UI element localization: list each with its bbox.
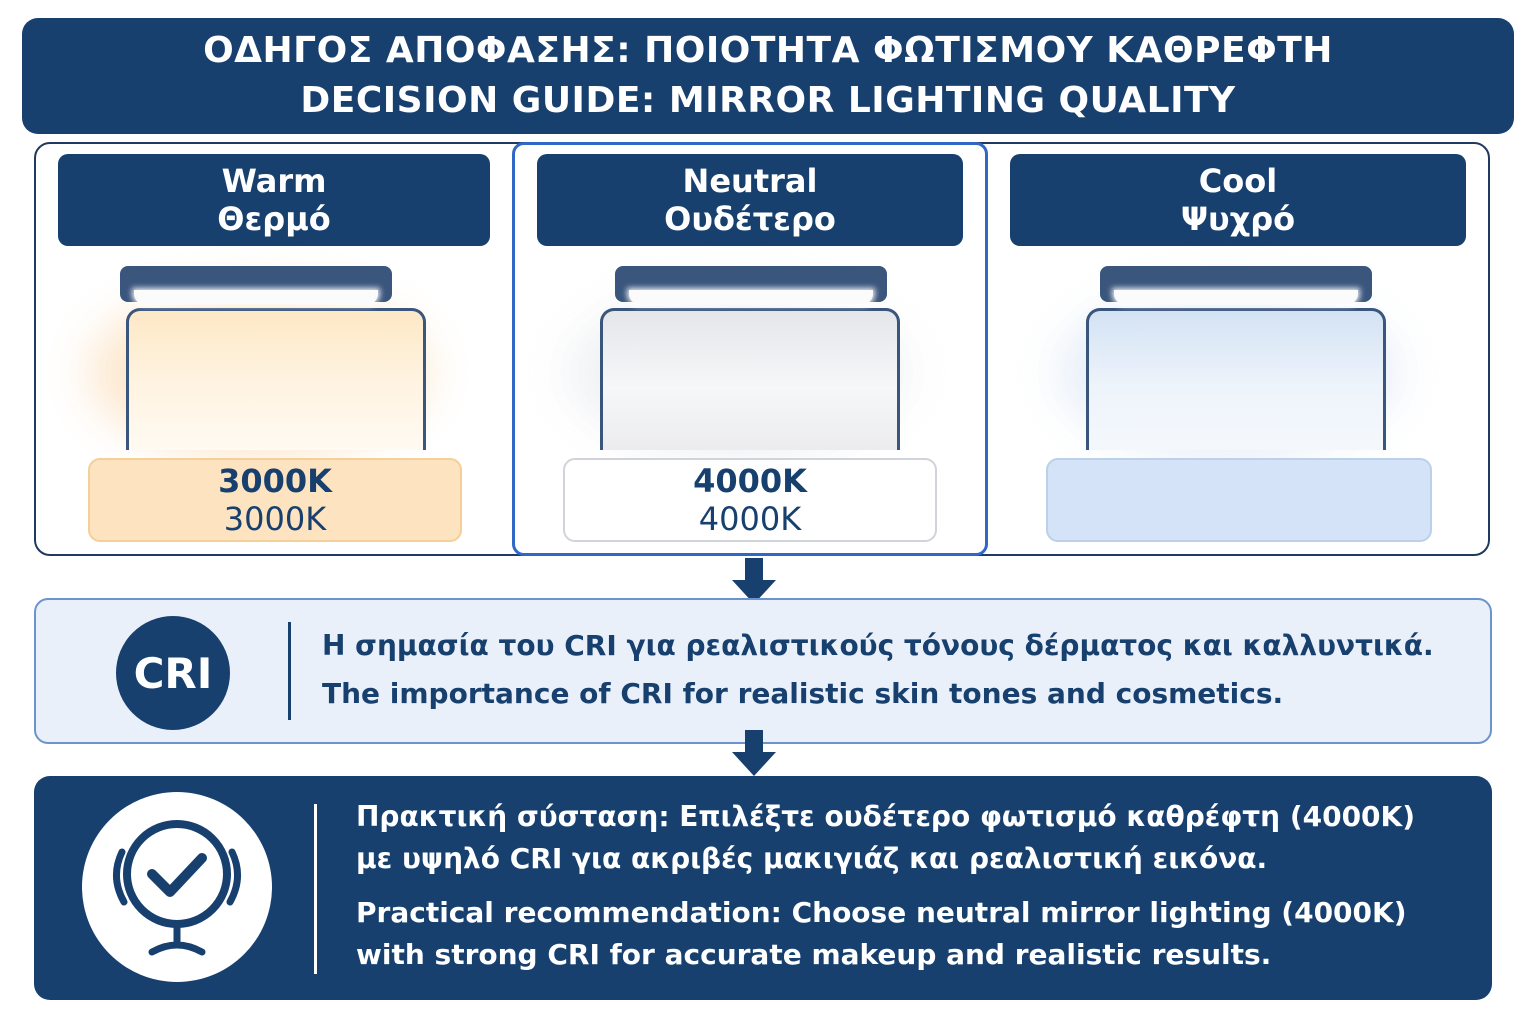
title-english: DECISION GUIDE: MIRROR LIGHTING QUALITY bbox=[300, 80, 1236, 121]
recommendation-divider bbox=[314, 804, 317, 974]
cri-text-greek: Η σημασία του CRI για ρεαλιστικούς τόνους δέρματος και καλλυντικά. bbox=[322, 629, 1434, 662]
title-banner bbox=[22, 18, 1514, 134]
option-cool-label-gr: Ψυχρό bbox=[1180, 200, 1296, 238]
neutral-temperature-box bbox=[563, 458, 937, 542]
option-warm-label-en: Warm bbox=[221, 162, 327, 200]
option-cool-header bbox=[1010, 154, 1466, 246]
recommendation-english bbox=[356, 892, 1466, 976]
cri-badge: CRI bbox=[116, 616, 230, 730]
recommendation-greek-line2: με υψηλό CRI για ακριβές μακιγιάζ και ρεαλιστική εικόνα. bbox=[356, 842, 1268, 875]
cri-text bbox=[322, 622, 1462, 718]
warm-temp-line2: 3000K bbox=[223, 500, 327, 538]
recommendation-english-line1: Practical recommendation: Choose neutral mirror lighting (4000K) bbox=[356, 896, 1407, 929]
neutral-mirror bbox=[600, 308, 900, 450]
neutral-temp-line1: 4000K bbox=[693, 462, 807, 500]
warm-mirror bbox=[126, 308, 426, 450]
neutral-temp-line2: 4000K bbox=[698, 500, 802, 538]
cool-temperature-box bbox=[1046, 458, 1432, 542]
cool-lamp bbox=[1100, 266, 1372, 302]
option-cool bbox=[992, 142, 1488, 556]
title-greek: ΟΔΗΓΟΣ ΑΠΟΦΑΣΗΣ: ΠΟΙΟΤΗΤΑ ΦΩΤΙΣΜΟΥ ΚΑΘΡΕΦΤΗ bbox=[203, 30, 1333, 71]
neutral-lamp bbox=[615, 266, 887, 302]
option-neutral bbox=[512, 142, 988, 556]
mirror-check-icon bbox=[82, 792, 272, 982]
option-warm-header bbox=[58, 154, 490, 246]
cri-text-english: The importance of CRI for realistic skin tones and cosmetics. bbox=[322, 677, 1284, 710]
recommendation-greek bbox=[356, 796, 1466, 880]
warm-temperature-box bbox=[88, 458, 462, 542]
option-warm-label-gr: Θερμό bbox=[217, 200, 331, 238]
warm-lamp bbox=[120, 266, 392, 302]
option-cool-label-en: Cool bbox=[1198, 162, 1278, 200]
cri-panel bbox=[34, 598, 1492, 744]
option-warm bbox=[36, 142, 512, 556]
option-neutral-label-gr: Ουδέτερο bbox=[664, 200, 836, 238]
recommendation-text bbox=[356, 796, 1466, 988]
recommendation-english-line2: with strong CRI for accurate makeup and realistic results. bbox=[356, 938, 1272, 971]
recommendation-greek-line1: Πρακτική σύσταση: Επιλέξτε ουδέτερο φωτισμό καθρέφτη (4000K) bbox=[356, 800, 1416, 833]
arrow-down-icon bbox=[730, 730, 778, 778]
cool-mirror bbox=[1086, 308, 1386, 450]
cri-divider bbox=[288, 622, 291, 720]
warm-temp-line1: 3000K bbox=[218, 462, 332, 500]
recommendation-panel bbox=[34, 776, 1492, 1000]
option-neutral-label-en: Neutral bbox=[682, 162, 818, 200]
option-neutral-header bbox=[537, 154, 963, 246]
